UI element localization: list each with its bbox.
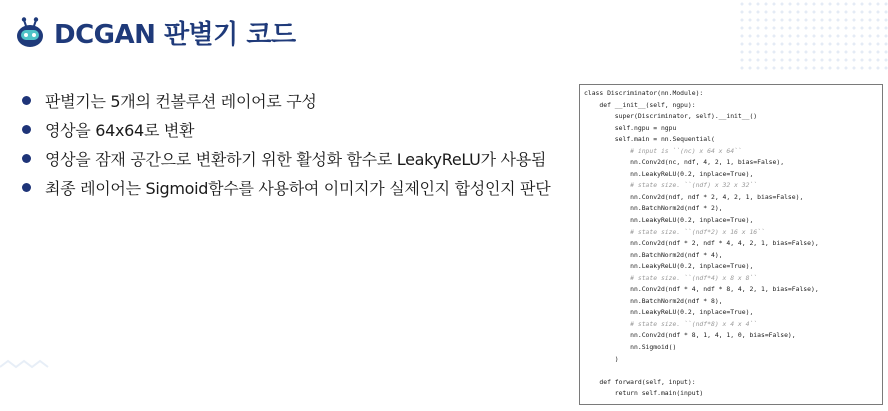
code-comment-line: # state size. ``(ndf*8) x 4 x 4`` [584, 319, 758, 328]
bullet-text: 판별기는 5개의 컨볼루션 레이어로 구성 [45, 92, 317, 111]
code-line: nn.BatchNorm2d(ndf * 4), [584, 250, 723, 259]
bullet-text: 영상을 잠재 공간으로 변환하기 위한 활성화 함수로 LeakyReLU가 사용됨 [45, 150, 547, 169]
page-title: DCGAN 판별기 코드 [54, 19, 296, 50]
code-line: nn.Sigmoid() [584, 343, 677, 352]
code-comment-line: # state size. ``(ndf) x 32 x 32`` [584, 181, 758, 190]
code-line: return self.main(input) [584, 389, 704, 398]
code-line: super(Discriminator, self).__init__() [584, 112, 758, 121]
bullet-dot-icon [22, 154, 31, 163]
code-line [584, 365, 882, 377]
code-comment-line: # state size. ``(ndf*2) x 16 x 16`` [584, 227, 765, 236]
title-bar [16, 12, 296, 52]
code-line: class Discriminator(nn.Module): [584, 89, 704, 97]
code-line: ) [584, 354, 619, 363]
dotted-pattern [738, 0, 888, 70]
code-line: nn.Conv2d(ndf, ndf * 2, 4, 2, 1, bias=False), [584, 192, 804, 201]
code-line: self.main = nn.Sequential( [584, 135, 715, 144]
bullet-text: 영상을 64x64로 변환 [45, 121, 195, 140]
code-line: nn.BatchNorm2d(ndf * 2), [584, 204, 723, 213]
bullet-item [22, 173, 550, 202]
code-block [579, 84, 883, 405]
code-line: nn.BatchNorm2d(ndf * 8), [584, 296, 723, 305]
code-line: def forward(self, input): [584, 377, 696, 386]
bullet-item [22, 115, 550, 144]
code-line: def __init__(self, ngpu): [584, 100, 696, 109]
robot-logo-icon [16, 16, 44, 48]
code-comment-line: # state size. ``(ndf*4) x 8 x 8`` [584, 273, 758, 282]
code-line: nn.Conv2d(ndf * 8, 1, 4, 1, 0, bias=False), [584, 331, 796, 340]
code-line: nn.LeakyReLU(0.2, inplace=True), [584, 262, 754, 271]
code-line: nn.Conv2d(ndf * 2, ndf * 4, 4, 2, 1, bias=False), [584, 239, 819, 248]
bullet-dot-icon [22, 125, 31, 134]
code-line: self.ngpu = ngpu [584, 123, 677, 132]
bullet-list [22, 86, 550, 202]
code-comment-line: # input is ``(nc) x 64 x 64`` [584, 146, 742, 155]
code-line: nn.Conv2d(ndf * 4, ndf * 8, 4, 2, 1, bias=False), [584, 285, 819, 294]
code-line: nn.LeakyReLU(0.2, inplace=True), [584, 169, 754, 178]
code-line: nn.LeakyReLU(0.2, inplace=True), [584, 308, 754, 317]
bullet-dot-icon [22, 96, 31, 105]
bullet-item [22, 86, 550, 115]
bullet-text: 최종 레이어는 Sigmoid함수를 사용하여 이미지가 실제인지 합성인지 판단 [45, 179, 551, 198]
wave-decoration-icon [0, 357, 50, 371]
bullet-dot-icon [22, 183, 31, 192]
code-line: nn.LeakyReLU(0.2, inplace=True), [584, 216, 754, 225]
code-line: nn.Conv2d(nc, ndf, 4, 2, 1, bias=False), [584, 158, 785, 167]
bullet-item [22, 144, 550, 173]
